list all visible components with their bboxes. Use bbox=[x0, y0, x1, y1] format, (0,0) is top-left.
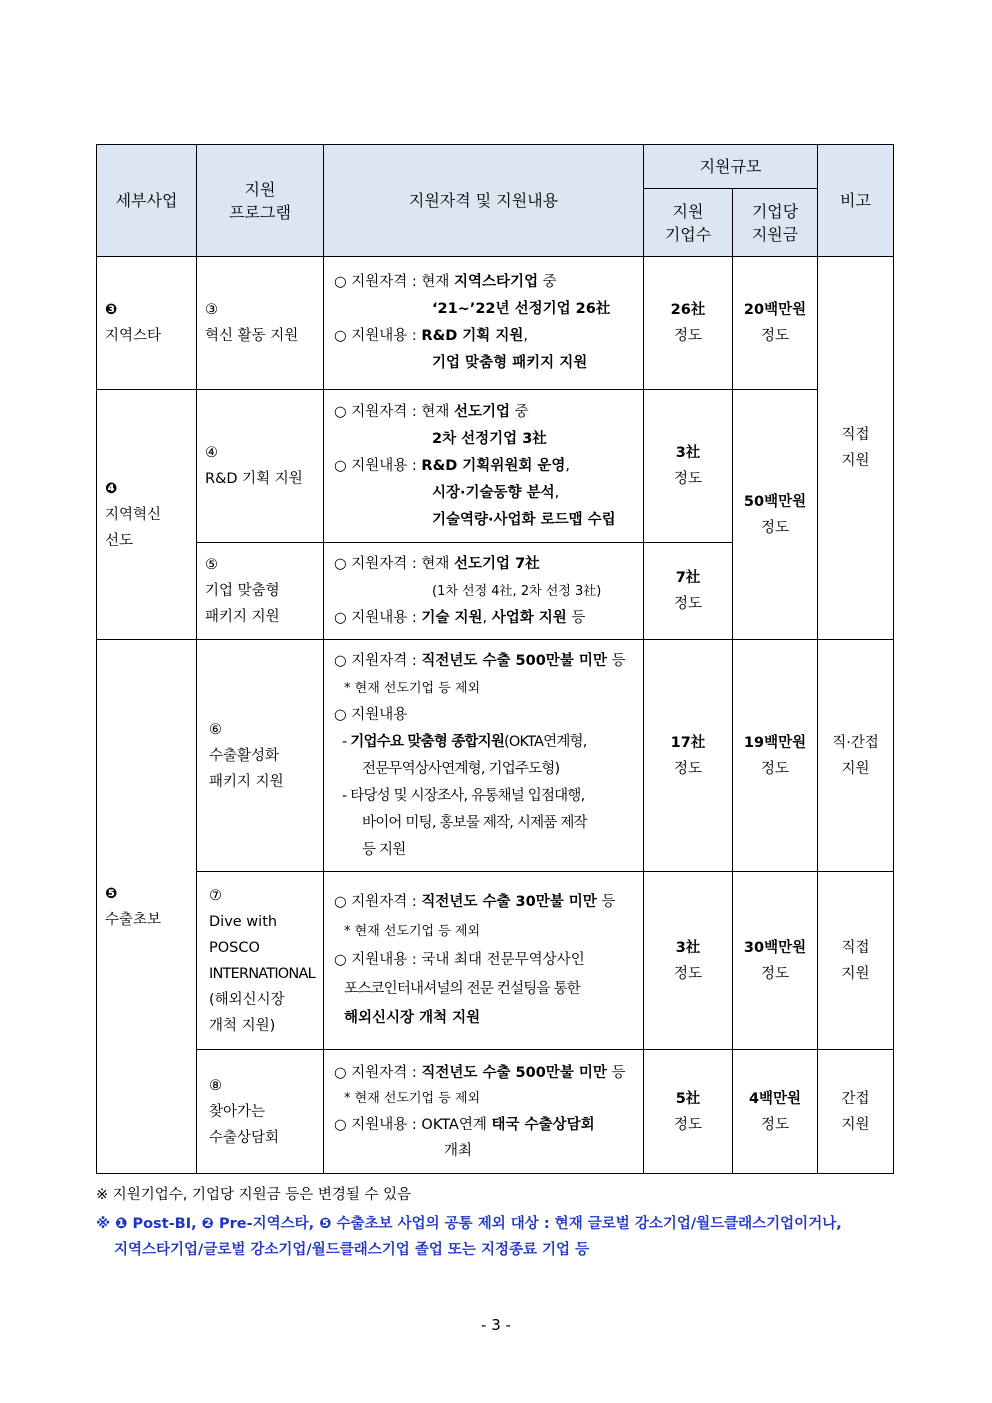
amount-cell: 30백만원 정도 bbox=[733, 872, 818, 1050]
header-business: 세부사업 bbox=[97, 145, 197, 257]
program-cell: ⑧ 찾아가는 수출상담회 bbox=[197, 1050, 324, 1174]
content-cell: ○ 지원자격 : 직전년도 수출 500만불 미만 등 * 현재 선도기업 등 제외 ○ 지원내용 : OKTA연계 태국 수출상담회 개최 bbox=[324, 1050, 644, 1174]
support-program-table bbox=[96, 144, 894, 1174]
business-cell: ❺ 수출초보 bbox=[97, 640, 197, 1174]
content-cell: ○ 지원자격 : 현재 선도기업 7社 (1차 선정 4社, 2차 선정 3社) ○ 지원내용 : 기술 지원, 사업화 지원 등 bbox=[324, 543, 644, 640]
program-cell: ⑥ 수출활성화 패키지 지원 bbox=[197, 640, 324, 872]
content-cell: ○ 지원자격 : 현재 지역스타기업 중 ‘21~’22년 선정기업 26社 ○ 지원내용 : R&D 기획 지원, 기업 맞춤형 패키지 지원 bbox=[324, 257, 644, 390]
table-row bbox=[97, 640, 894, 872]
business-cell: ❸ 지역스타 bbox=[97, 257, 197, 390]
business-cell: ❹ 지역혁신 선도 bbox=[97, 390, 197, 640]
table-row bbox=[97, 257, 894, 390]
companies-cell: 17社 정도 bbox=[644, 640, 733, 872]
companies-cell: 5社 정도 bbox=[644, 1050, 733, 1174]
header-program: 지원 프로그램 bbox=[197, 145, 324, 257]
amount-cell: 19백만원 정도 bbox=[733, 640, 818, 872]
content-cell: ○ 지원자격 : 직전년도 수출 500만불 미만 등 * 현재 선도기업 등 제외 ○ 지원내용 - 기업수요 맞춤형 종합지원(OKTA연계형, 전문무역상사연계형, 기업주도형) - 타당성 및 시장조사, 유통채널 입점대행, 바이어 미팅, 홍보물 제작, 시제품 제작 등 지원 bbox=[324, 640, 644, 872]
header-content: 지원자격 및 지원내용 bbox=[324, 145, 644, 257]
program-cell: ③ 혁신 활동 지원 bbox=[197, 257, 324, 390]
program-cell: ⑤ 기업 맞춤형 패키지 지원 bbox=[197, 543, 324, 640]
header-amount: 기업당 지원금 bbox=[733, 189, 818, 257]
footnote-exclusion: ※ ❶ Post-BI, ❷ Pre-지역스타, ❺ 수출초보 사업의 공통 제외 대상 : 현재 글로벌 강소기업/월드클래스기업이거나, 지역스타기업/글로벌 강소기업/월드클래스기업 졸업 또는 지정종료 기업 등 bbox=[96, 1216, 842, 1258]
header-scale: 지원규모 bbox=[644, 145, 818, 189]
amount-cell: 4백만원 정도 bbox=[733, 1050, 818, 1174]
program-cell: ④ R&D 기획 지원 bbox=[197, 390, 324, 543]
amount-cell: 20백만원 정도 bbox=[733, 257, 818, 390]
table-row bbox=[97, 390, 894, 543]
remark-cell: 직접 지원 bbox=[818, 257, 894, 640]
companies-cell: 3社 정도 bbox=[644, 872, 733, 1050]
companies-cell: 3社 정도 bbox=[644, 390, 733, 543]
header-remark: 비고 bbox=[818, 145, 894, 257]
page-number: - 3 - bbox=[481, 1316, 511, 1334]
companies-cell: 26社 정도 bbox=[644, 257, 733, 390]
footnote-change: ※ 지원기업수, 기업당 지원금 등은 변경될 수 있음 bbox=[96, 1187, 412, 1203]
remark-cell: 직접 지원 bbox=[818, 872, 894, 1050]
table-row bbox=[97, 1050, 894, 1174]
companies-cell: 7社 정도 bbox=[644, 543, 733, 640]
remark-cell: 간접 지원 bbox=[818, 1050, 894, 1174]
table-row bbox=[97, 872, 894, 1050]
amount-cell: 50백만원 정도 bbox=[733, 390, 818, 640]
program-cell: ⑦ Dive with POSCO INTERNATIONAL (해외신시장 개척 지원) bbox=[197, 872, 324, 1050]
header-companies: 지원 기업수 bbox=[644, 189, 733, 257]
content-cell: ○ 지원자격 : 현재 선도기업 중 2차 선정기업 3社 ○ 지원내용 : R&D 기획위원회 운영, 시장·기술동향 분석, 기술역량·사업화 로드맵 수립 bbox=[324, 390, 644, 543]
content-cell: ○ 지원자격 : 직전년도 수출 30만불 미만 등 * 현재 선도기업 등 제외 ○ 지원내용 : 국내 최대 전문무역상사인 포스코인터내셔널의 전문 컨설팅을 통한 해외신시장 개척 지원 bbox=[324, 872, 644, 1050]
remark-cell: 직·간접 지원 bbox=[818, 640, 894, 872]
